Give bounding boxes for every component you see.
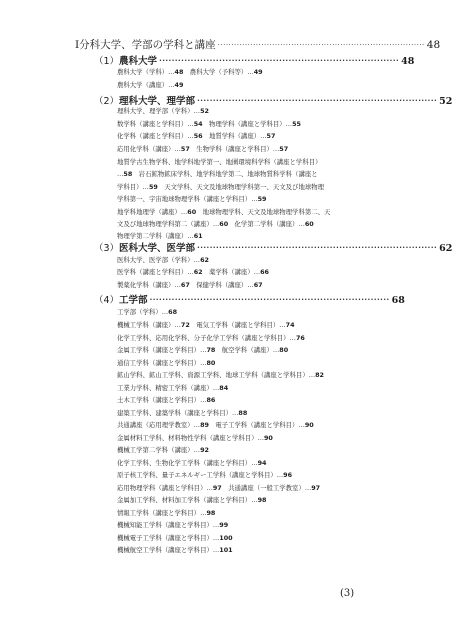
toc-line: 学科第一、宇宙地球物理学科（講座と学科目）…59 (117, 195, 267, 203)
toc-line: 文及び地球物理学科第二（講座）…60 化学第二学科（講座）…60 (117, 220, 314, 228)
section-marker: （3） (94, 243, 120, 254)
section-title: 工学部 (119, 295, 148, 306)
toc-line: 物理学第二学科（講座）…61 (117, 232, 203, 240)
toc-line: 応用化学科（講座）…57 生物学科（講座と学科目）…57 (117, 145, 289, 153)
section-heading-3 (94, 240, 452, 254)
toc-line: 化学工学科、応用化学科、分子化学工学科（講座と学科目）…76 (117, 334, 305, 342)
toc-line: 農科大学（講座）…49 (117, 81, 184, 89)
section-title: 医科大学、医学部 (119, 243, 196, 254)
toc-line: 理科大学、理学部（学科）…52 (117, 107, 209, 115)
toc-line: 工学部（学科）…68 (117, 308, 178, 316)
toc-line: 機械航空工学科（講座と学科目）…101 (117, 546, 233, 554)
section-heading-1 (94, 53, 415, 67)
toc-line: 金属材料工学科、材料物性学科（講座と学科目）…90 (117, 434, 273, 442)
toc-line: 化学工学科、生物化学工学科（講座と学科目）…94 (117, 459, 267, 467)
toc-line: 金属加工学科、材料加工学科（講座と学科目）…98 (117, 496, 267, 504)
section-page: 62 (439, 243, 452, 254)
toc-line: 数学科（講座と学科目）…54 物理学科（講座と学科目）…55 (117, 120, 301, 128)
toc-line: 共通講座（応用理学教室）…89 電子工学科（講座と学科目）…90 (117, 421, 314, 429)
toc-line: 学科目）…59 天文学科、天文及地球物理学科第一、天文及び地球物理 (117, 183, 325, 191)
dot-leader: ············································································ (197, 244, 438, 252)
toc-line: 医学科（講座と学科目）…62 薬学科（講座）…66 (117, 268, 270, 276)
toc-line: 地質学古生物学科、地学科地学第一、地圏環境科学科（講座と学科目） (117, 158, 322, 166)
section-page: 48 (401, 56, 415, 67)
toc-line: …58 岩石鉱物鉱床学科、地学科地学第二、地球物質科学科（講座と (117, 170, 318, 178)
toc-line: 情報工学科（講座と学科目）…98 (117, 509, 216, 517)
toc-line: 建築工学科、建築学科（講座と学科目）…88 (117, 409, 248, 417)
toc-line: 医科大学、医学部（学科）…62 (117, 256, 209, 264)
toc-line: 製薬化学科（講座）…67 保健学科（講座）…67 (117, 281, 263, 289)
dot-leader: ············································································ (197, 97, 438, 105)
section-title: 理科大学、理学部 (119, 96, 196, 107)
section-page: 68 (391, 295, 405, 306)
toc-line: 鉱山学科、鉱山工学科、資源工学科、地球工学科（講座と学科目）…82 (117, 371, 325, 379)
toc-line: 機械工学第二学科（講座）…92 (117, 446, 209, 454)
toc-line: 機械工学科（講座）…72 電気工学科（講座と学科目）…74 (117, 321, 295, 329)
section-heading-4 (94, 292, 405, 306)
section-heading-2 (94, 93, 452, 107)
toc-line: 工業力学科、精密工学科（講座）…84 (117, 384, 229, 392)
section-title: 農科大学 (119, 56, 158, 67)
chapter-number: I (75, 39, 80, 51)
toc-line: 機械電子工学科（講座と学科目）…100 (117, 534, 233, 542)
page-number: (3) (340, 588, 355, 599)
chapter-page: 48 (426, 39, 441, 51)
toc-line: 農科大学（学科）…48 農科大学（予科等）…49 (117, 68, 263, 76)
section-marker: （2） (94, 96, 120, 107)
toc-line: 化学科（講座と学科目）…56 地質学科（講座）…57 (117, 132, 276, 140)
toc-line: 機械知能工学科（講座と学科目）…99 (117, 521, 229, 529)
toc-line: 通信工学科（講座と学科目）…80 (117, 359, 216, 367)
section-page: 52 (439, 96, 452, 107)
dot-leader: ············································································ (159, 57, 400, 65)
chapter-heading (75, 37, 441, 51)
toc-line: 原子核工学科、量子エネルギー工学科（講座と学科目）…96 (117, 471, 293, 479)
toc-line: 土木工学科（講座と学科目）…86 (117, 396, 216, 404)
section-marker: （4） (94, 295, 120, 306)
chapter-title: 分科大学、学部の学科と講座 (79, 39, 216, 51)
toc-line: 金属工学科（講座と学科目）…78 航空学科（講座）…80 (117, 346, 289, 354)
dot-leader: ············································································ (149, 296, 390, 304)
toc-line: 応用物理学科（講座と学科目）…97 共通講座（一般工学教室）…97 (117, 484, 321, 492)
section-marker: （1） (94, 56, 120, 67)
toc-line: 地学科地理学（講座）…60 地球物理学科、天文及地球物理学科第二、天 (117, 208, 331, 216)
dot-leader: ············································································ (217, 41, 425, 49)
